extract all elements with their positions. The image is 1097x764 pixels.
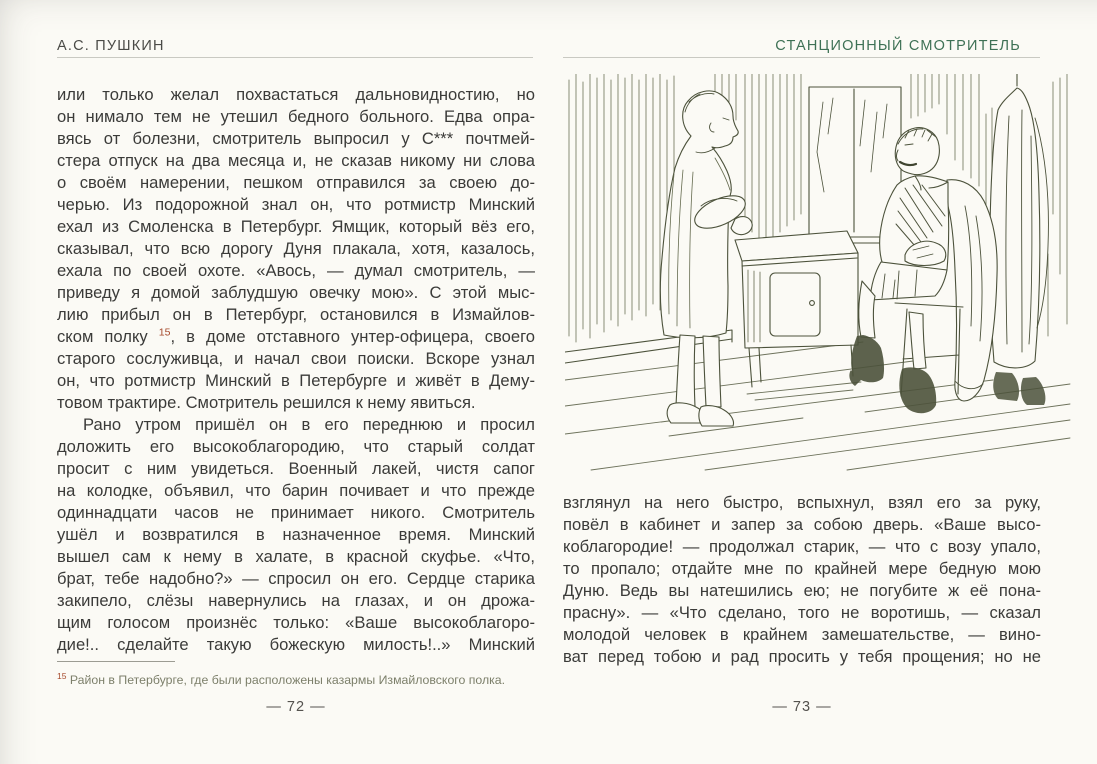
running-head-author: А.С. ПУШКИН <box>57 38 165 54</box>
text-line: ушёл и возвратился в назначенное время. Минский <box>57 525 535 544</box>
footnote-marker: 15 <box>57 671 67 681</box>
text-line: он, что ротмистр Минский в Петербурге и живёт в Дему- <box>57 371 535 390</box>
running-head-title: СТАНЦИОННЫЙ СМОТРИТЕЛЬ <box>775 38 1021 54</box>
text-line: сказывал, что всю дорогу Дуня плакала, хотя, казалось, <box>57 239 535 258</box>
left-page <box>57 0 535 764</box>
text-line: повёл в кабинет и запер за собою дверь. «Ваше высо- <box>563 515 1041 534</box>
text-line: или только желал похвастаться дальновидностию, но <box>57 85 535 104</box>
footnote-rule <box>57 661 175 662</box>
cabinet <box>735 231 858 387</box>
hanging-coat <box>990 74 1049 405</box>
text-line-with-footnote-ref <box>57 326 535 348</box>
text-line: дие!.. сделайте такую божескую милость!..» Минский <box>57 635 535 654</box>
text-line: ват перед тобою и рад просить у тебя прощения; но не <box>563 647 1041 666</box>
text-line: просит с ним увидеться. Военный лакей, чистя сапог <box>57 459 535 478</box>
text-line: одиннадцати часов не принимает никого. Смотритель <box>57 503 535 522</box>
text-line: коблагородие! — продолжал старик, — что с возу упало, <box>563 537 1041 556</box>
footnote-reference: 15 <box>158 326 171 339</box>
boots-by-wall <box>993 372 1045 405</box>
text-line: Дуню. Ведь вы натешились ею; не погубите ж её пона- <box>563 581 1041 600</box>
text-line: молодой человек в крайнем замешательстве, — вино- <box>563 625 1041 644</box>
left-page-text <box>57 84 535 656</box>
header-rule-left <box>57 57 533 58</box>
text-segment: , в доме отставного унтер-офицера, своего <box>170 327 535 346</box>
text-line: взглянул на него быстро, вспыхнул, взял его за руку, <box>563 493 1041 512</box>
text-line: ехала по своей охоте. «Авось, — думал смотритель, — <box>57 261 535 280</box>
text-line: Рано утром пришёл он в его переднюю и просил <box>83 415 535 434</box>
text-line: брат, тебе надобно?» — спросил он его. Сердце старика <box>57 569 535 588</box>
page-number-left: — 72 — <box>266 699 326 715</box>
footnote-text: Район в Петербурге, где были расположены казармы Измайловского полка. <box>66 673 506 688</box>
illustration-stationmaster-and-minsky <box>565 74 1072 476</box>
text-line: о своём намерении, пешком отправился за своею до- <box>57 173 535 192</box>
text-line: товом трактире. Смотритель решился к нему явиться. <box>57 393 476 412</box>
text-line: прасну». — «Что сделано, того не воротишь, — сказал <box>563 603 1041 622</box>
text-segment: ском полку <box>57 327 159 346</box>
text-line: вясь от болезни, смотритель выпросил у С*** почтмей- <box>57 129 535 148</box>
text-line: закипело, слёзы навернулись на глазах, и он дрожа- <box>57 591 535 610</box>
text-line: стера отпуск на два месяца и, не сказав никому ни слова <box>57 151 535 170</box>
text-line: щим голосом произнёс только: «Ваше высокоблагоро- <box>57 613 535 632</box>
right-page-text <box>563 492 1041 668</box>
text-line: старого сослуживца, и начал свои поиски. Вскоре узнал <box>57 349 535 368</box>
text-line: лию прибыл он в Петербург, остановился в Измайлов- <box>57 305 535 324</box>
footnote <box>57 668 535 688</box>
text-line: он нимало тем не утешил бедного больного. Едва опра- <box>57 107 535 126</box>
page-number-right: — 73 — <box>772 699 832 715</box>
text-line: ехал из Смоленска в Петербург. Ямщик, который вёз его, <box>57 217 535 236</box>
text-line: черью. Из подорожной знал он, что ротмистр Минский <box>57 195 535 214</box>
text-line: доложить его высокоблагородию, что старый солдат <box>57 437 535 456</box>
text-line: на колодке, объявил, что барин почивает и что прежде <box>57 481 535 500</box>
text-line: вышел сам к нему в халате, в красной скуфье. «Что, <box>57 547 535 566</box>
text-line: приведу я домой заблудшую овечку мою». С этой мыс- <box>57 283 535 302</box>
text-line: то пропало; отдайте мне по крайней мере бедную мою <box>563 559 1041 578</box>
header-rule-right <box>563 57 1040 58</box>
